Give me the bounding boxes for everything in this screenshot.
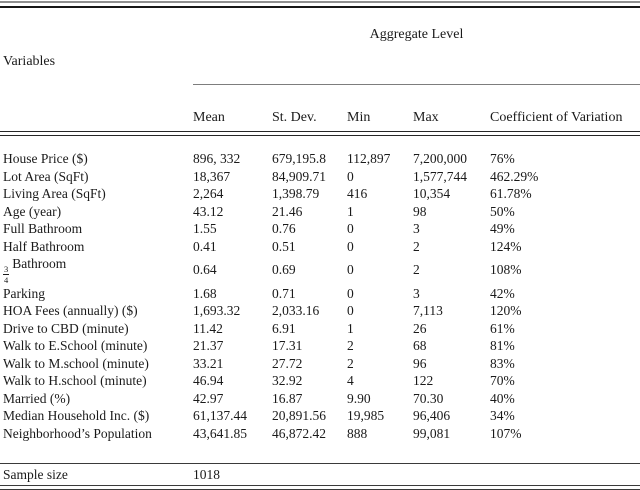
cell-value: 98	[413, 203, 427, 219]
row-label: Age (year)	[3, 203, 62, 219]
cell-value: 96	[413, 355, 427, 371]
cell-value: 0	[347, 285, 354, 301]
sample-size-label: Sample size	[3, 466, 68, 482]
cell-value: 112,897	[347, 151, 391, 166]
cell-value: 1.55	[193, 221, 217, 236]
cell-value: 70.30	[413, 390, 444, 406]
top-double-rule	[0, 1, 640, 8]
cell-value: 68	[413, 338, 427, 354]
row-label: House Price ($)	[3, 151, 88, 166]
row-label: Walk to M.school (minute)	[3, 355, 149, 371]
table-row	[0, 372, 640, 390]
variables-column-header: Variables	[3, 53, 56, 69]
cell-value: 2,033.16	[272, 303, 320, 319]
cell-value: 96,406	[413, 408, 451, 424]
table-row	[0, 337, 640, 355]
group-header-row	[0, 8, 640, 85]
cell-value: 61.78%	[490, 186, 532, 201]
row-label: Drive to CBD (minute)	[3, 320, 129, 336]
col-header-min: Min	[347, 110, 371, 125]
row-label: Parking	[3, 285, 45, 301]
table-row	[0, 320, 640, 338]
cell-value: 17.31	[272, 338, 303, 354]
cell-value: 462.29%	[490, 168, 539, 184]
cell-value: 679,195.8	[272, 151, 326, 166]
cell-value: 46,872.42	[272, 425, 326, 441]
cell-value: 10,354	[413, 186, 451, 201]
cell-value: 1	[347, 320, 354, 336]
col-header-max: Max	[413, 110, 439, 125]
cell-value: 2	[413, 238, 420, 254]
cell-value: 11.42	[193, 320, 223, 336]
table-row	[0, 355, 640, 373]
cell-value: 0	[347, 238, 354, 254]
cell-value: 43.12	[193, 203, 224, 219]
cell-value: 18,367	[193, 168, 231, 184]
footer-spacer-row	[0, 442, 640, 463]
table-row	[0, 407, 640, 425]
cell-value: 107%	[490, 425, 522, 441]
cell-value: 19,985	[347, 408, 385, 424]
cell-value: 2	[413, 262, 420, 278]
table-header	[0, 8, 640, 131]
sample-size-value: 1018	[193, 466, 220, 482]
table-row	[0, 285, 640, 303]
cell-value: 0.41	[193, 238, 217, 254]
table-row	[0, 185, 640, 203]
cell-value: 43,641.85	[193, 425, 247, 441]
cell-value: 26	[413, 320, 427, 336]
table-row	[0, 390, 640, 408]
cell-value: 0	[347, 303, 354, 319]
cell-value: 1,398.79	[272, 186, 320, 201]
cell-value: 0	[347, 221, 354, 236]
cell-value: 896, 332	[193, 151, 241, 166]
cell-value: 16.87	[272, 390, 303, 406]
cell-value: 3	[413, 221, 420, 236]
table-row	[0, 220, 640, 238]
table-row	[0, 168, 640, 186]
cell-value: 7,200,000	[413, 151, 467, 166]
cell-value: 40%	[490, 390, 515, 406]
col-header-st-dev: St. Dev.	[272, 110, 317, 125]
cell-value: 0.76	[272, 221, 296, 236]
cell-value: 50%	[490, 203, 515, 219]
cell-value: 32.92	[272, 373, 303, 389]
table-row	[0, 425, 640, 443]
cell-value: 0	[347, 168, 354, 184]
cell-value: 7,113	[413, 303, 443, 319]
row-label: Neighborhood’s Population	[3, 425, 152, 441]
table-row	[0, 255, 640, 285]
cell-value: 122	[413, 373, 434, 389]
row-label: Walk to E.School (minute)	[3, 338, 148, 354]
cell-value: 76%	[490, 151, 515, 166]
cell-value: 21.37	[193, 338, 224, 354]
cell-value: 46.94	[193, 373, 224, 389]
table-footer	[0, 442, 640, 490]
table-row	[0, 136, 640, 168]
row-label: Married (%)	[3, 390, 71, 406]
cell-value: 42%	[490, 285, 515, 301]
cell-value: 84,909.71	[272, 168, 326, 184]
cell-value: 61%	[490, 320, 515, 336]
cell-value: 0.51	[272, 238, 296, 254]
cell-value: 21.46	[272, 203, 303, 219]
cell-value: 1.68	[193, 285, 217, 301]
cell-value: 1	[347, 203, 354, 219]
cell-value: 120%	[490, 303, 522, 319]
cell-value: 4	[347, 373, 354, 389]
cell-value: 20,891.56	[272, 408, 326, 424]
table-row	[0, 238, 640, 256]
summary-statistics-table	[0, 8, 640, 490]
cell-value: 124%	[490, 238, 522, 254]
row-label: Lot Area (SqFt)	[3, 168, 89, 184]
cell-value: 83%	[490, 355, 515, 371]
cell-value: 81%	[490, 338, 515, 354]
row-label: Full Bathroom	[3, 221, 83, 236]
cell-value: 1,693.32	[193, 303, 241, 319]
bottom-rule-row	[0, 485, 640, 490]
cell-value: 1,577,744	[413, 168, 467, 184]
aggregate-level-group-header: Aggregate Level	[193, 8, 640, 85]
cell-value: 0.64	[193, 262, 217, 278]
cell-value: 27.72	[272, 355, 303, 371]
bottom-double-rule	[0, 485, 640, 490]
cell-value: 34%	[490, 408, 515, 424]
cell-value: 61,137.44	[193, 408, 247, 424]
cell-value: 108%	[490, 262, 522, 278]
cell-value: 416	[347, 186, 368, 201]
col-header-coefficient-of-variation: Coefficient of Variation	[490, 110, 623, 125]
cell-value: 2	[347, 338, 354, 354]
cell-value: 888	[347, 425, 368, 441]
row-label: Walk to H.school (minute)	[3, 373, 147, 389]
cell-value: 70%	[490, 373, 515, 389]
cell-value: 9.90	[347, 390, 371, 406]
row-label: $\frac{3}{4}$ Bathroom	[4, 256, 67, 285]
cell-value: 0.71	[272, 285, 296, 301]
cell-value: 99,081	[413, 425, 451, 441]
fraction-three-quarters: $\frac{3}{4}$	[4, 264, 9, 285]
table-row	[0, 203, 640, 221]
row-label: Half Bathroom	[3, 238, 85, 254]
cell-value: 42.97	[193, 390, 224, 406]
cell-value: 2,264	[193, 186, 224, 201]
cell-value: 0	[347, 262, 354, 278]
paper-table-page	[0, 1, 640, 482]
sample-size-row	[0, 464, 640, 485]
cell-value: 49%	[490, 221, 515, 236]
row-label: Living Area (SqFt)	[3, 186, 106, 201]
table-row	[0, 302, 640, 320]
row-label: HOA Fees (annually) ($)	[3, 303, 138, 319]
row-label: Median Household Inc. ($)	[3, 408, 150, 424]
col-header-mean: Mean	[193, 110, 225, 125]
table-body	[0, 136, 640, 442]
cell-value: 2	[347, 355, 354, 371]
cell-value: 33.21	[193, 355, 224, 371]
cell-value: 3	[413, 285, 420, 301]
cell-value: 6.91	[272, 320, 296, 336]
cell-value: 0.69	[272, 262, 296, 278]
